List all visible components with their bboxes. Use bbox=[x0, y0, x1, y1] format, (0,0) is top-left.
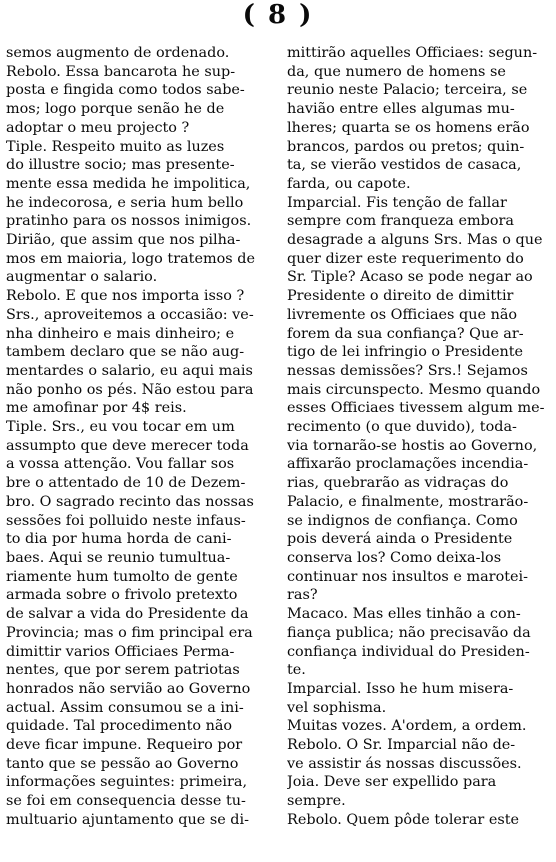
text-line: pratinho para os nossos inimigos. bbox=[6, 213, 252, 230]
text-line: nentes, que por serem patriotas bbox=[6, 662, 240, 679]
text-line: informações seguintes: primeira, bbox=[6, 774, 248, 791]
text-line: riamente hum tumolto de gente bbox=[6, 568, 238, 585]
text-line: quer dizer este requerimento do bbox=[287, 250, 524, 267]
text-line: se indignos de confiança. Como bbox=[287, 512, 518, 529]
text-line: de salvar a vida do Presidente da bbox=[6, 606, 249, 623]
text-line: Presidente o direito de dimittir bbox=[287, 288, 514, 305]
text-line: tanto que se pessão ao Governo bbox=[6, 755, 239, 772]
text-line: Rebolo. E que nos importa isso ? bbox=[6, 288, 245, 305]
text-line: Srs., aproveitemos a occasião: ve- bbox=[6, 306, 254, 323]
text-line: bre o attentado de 10 de Dezem- bbox=[6, 475, 246, 492]
text-line: mos em maioria, logo tratemos de bbox=[6, 250, 255, 267]
text-line: recimento (o que duvido), toda- bbox=[287, 419, 517, 436]
right-column bbox=[287, 44, 553, 830]
text-line: tambem declaro que se não aug- bbox=[6, 344, 245, 361]
text-line: Rebolo. O Sr. Imparcial não de- bbox=[287, 737, 516, 754]
text-line: Provincia; mas o fim principal era bbox=[6, 624, 253, 641]
text-line: Imparcial. Fis tenção de fallar bbox=[287, 194, 507, 211]
text-line: reunio neste Palacio; terceira, se bbox=[287, 82, 528, 99]
text-line: da, que numero de homens se bbox=[287, 63, 506, 80]
text-line: affixarão proclamações incendia- bbox=[287, 456, 529, 473]
text-line: multuario ajuntamento que se di- bbox=[6, 811, 249, 828]
text-line: actual. Assim consumou se a ini- bbox=[6, 699, 244, 716]
text-line: mos; logo porque senão he de bbox=[6, 101, 225, 118]
text-line: se foi em consequencia desse tu- bbox=[6, 793, 246, 810]
text-line: bro. O sagrado recinto das nossas bbox=[6, 493, 254, 510]
text-line: posta e fingida como todos sabe- bbox=[6, 82, 245, 99]
text-line: a vossa attenção. Vou fallar sos bbox=[6, 456, 235, 473]
text-line: conserva los? Como deixa-los bbox=[287, 549, 502, 566]
text-line: te. bbox=[287, 662, 306, 679]
text-line: esses Officiaes tivessem algum me- bbox=[287, 400, 545, 417]
text-line: tigo de lei infringio o Presidente bbox=[287, 344, 524, 361]
text-line: Macaco. Mas elles tinhão a con- bbox=[287, 606, 521, 623]
text-line: livremente os Officiaes que não bbox=[287, 306, 518, 323]
text-line: sempre com franqueza embora bbox=[287, 213, 514, 230]
text-line: desagrade a alguns Srs. Mas o que bbox=[287, 232, 543, 249]
text-line: havião entre elles algumas mu- bbox=[287, 101, 515, 118]
text-line: Rebolo. Quem pôde tolerar este bbox=[287, 811, 520, 828]
text-line: dimittir varios Officiaes Perma- bbox=[6, 643, 235, 660]
text-line: rias, quebrarão as vidraças do bbox=[287, 475, 509, 492]
text-line: Tiple. Srs., eu vou tocar em um bbox=[6, 419, 235, 436]
text-line: lheres; quarta se os homens erão bbox=[287, 119, 530, 136]
text-line: Dirião, que assim que nos pilha- bbox=[6, 232, 241, 249]
text-line: forem da sua confiança? Que ar- bbox=[287, 325, 524, 342]
text-line: nessas demissões? Srs.! Sejamos bbox=[287, 362, 528, 379]
text-line: ras? bbox=[287, 587, 318, 604]
text-line: baes. Aqui se reunio tumultua- bbox=[6, 549, 231, 566]
text-line: fiança publica; não precisavão da bbox=[287, 624, 531, 641]
text-line: vel sophisma. bbox=[287, 699, 387, 716]
text-line: do illustre socio; mas presente- bbox=[6, 157, 235, 174]
text-line: nha dinheiro e mais dinheiro; e bbox=[6, 325, 235, 342]
text-line: mente essa medida he impolitica, bbox=[6, 175, 251, 192]
text-line: augmentar o salario. bbox=[6, 269, 158, 286]
text-line: brancos, pardos ou pretos; quin- bbox=[287, 138, 525, 155]
text-line: armada sobre o frivolo pretexto bbox=[6, 587, 238, 604]
text-line: honrados não servião ao Governo bbox=[6, 680, 251, 697]
page-number: ( 8 ) bbox=[242, 0, 314, 30]
text-line: adoptar o meu projecto ? bbox=[6, 119, 190, 136]
text-line: mais circunspecto. Mesmo quando bbox=[287, 381, 541, 398]
text-line: Joia. Deve ser expellido para bbox=[287, 774, 497, 791]
text-line: mentardes o salario, eu aqui mais bbox=[6, 362, 253, 379]
text-line: deve ficar impune. Requeiro por bbox=[6, 737, 243, 754]
left-column bbox=[6, 44, 274, 830]
text-line: me amofinar por 4$ reis. bbox=[6, 400, 187, 417]
text-line: quidade. Tal procedimento não bbox=[6, 718, 233, 735]
text-line: sessões foi polluido neste infaus- bbox=[6, 512, 246, 529]
text-line: via tornarão-se hostis ao Governo, bbox=[287, 437, 538, 454]
text-line: Tiple. Respeito muito as luzes bbox=[6, 138, 225, 155]
text-line: to dia por huma horda de cani- bbox=[6, 531, 232, 548]
text-line: assumpto que deve merecer toda bbox=[6, 437, 249, 454]
text-line: pois deverá ainda o Presidente bbox=[287, 531, 513, 548]
text-line: Palacio, e finalmente, mostrarão- bbox=[287, 493, 529, 510]
text-line: Imparcial. Isso he hum misera- bbox=[287, 680, 514, 697]
text-line: farda, ou capote. bbox=[287, 175, 411, 192]
text-line: ta, se vierão vestidos de casaca, bbox=[287, 157, 522, 174]
text-line: Muitas vozes. A'ordem, a ordem. bbox=[287, 718, 527, 735]
text-line: não ponho os pés. Não estou para bbox=[6, 381, 254, 398]
text-line: he indecorosa, e seria hum bello bbox=[6, 194, 244, 211]
text-line: mittirão aquelles Officiaes: segun- bbox=[287, 45, 538, 61]
text-line: sempre. bbox=[287, 793, 346, 810]
text-line: semos augmento de ordenado. bbox=[6, 45, 230, 61]
text-line: Rebolo. Essa bancarota he sup- bbox=[6, 63, 236, 80]
text-line: confiança individual do Presiden- bbox=[287, 643, 530, 660]
text-line: Sr. Tiple? Acaso se pode negar ao bbox=[287, 269, 533, 286]
text-line: continuar nos insultos e marotei- bbox=[287, 568, 528, 585]
text-line: ve assistir ás nossas discussões. bbox=[287, 755, 522, 772]
